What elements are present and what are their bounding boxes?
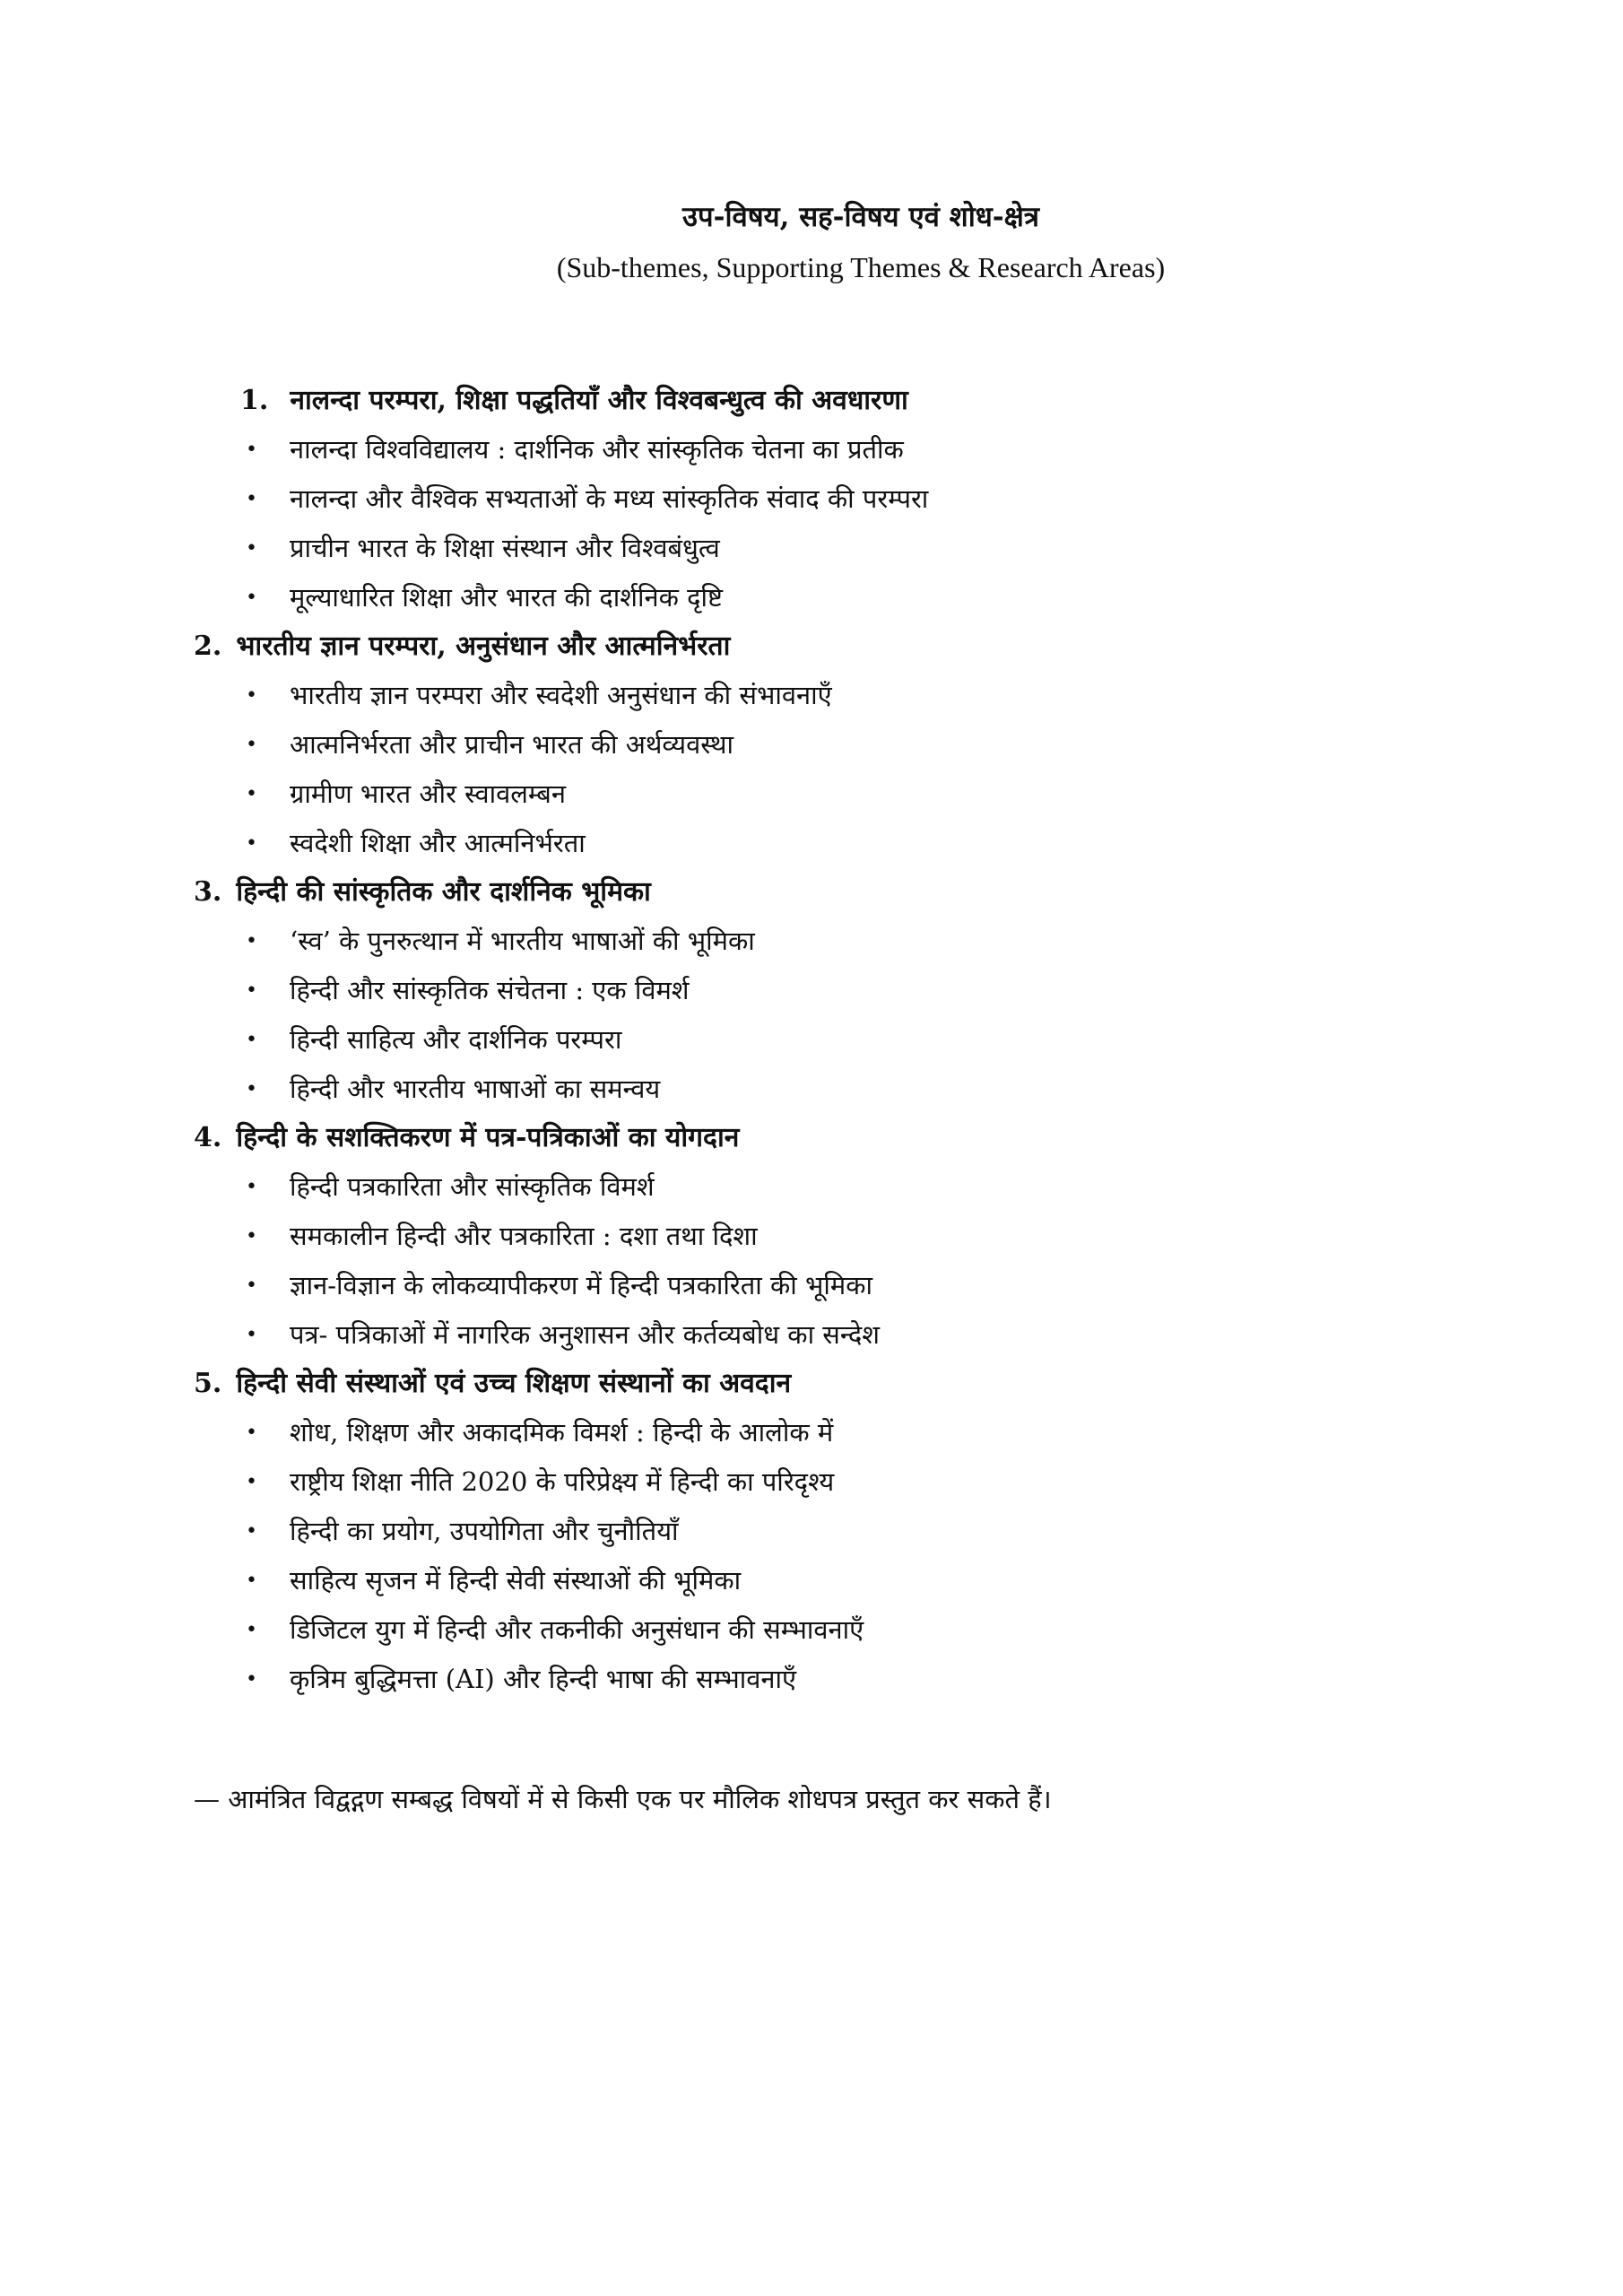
list-item — [194, 917, 1449, 966]
bullet-icon: • — [246, 930, 257, 952]
list-item-text: राष्ट्रीय शिक्षा नीति 2020 के परिप्रेक्ष्य में हिन्दी का परिदृश्य — [290, 1466, 835, 1497]
list-item — [194, 720, 1449, 770]
list-item-text: हिन्दी और सांस्कृतिक संचेतना : एक विमर्श — [290, 975, 690, 1005]
list-item — [194, 1655, 1449, 1704]
list-item — [194, 1310, 1449, 1360]
list-item-text: हिन्दी और भारतीय भाषाओं का समन्वय — [290, 1074, 661, 1104]
list-item-text: भारतीय ज्ञान परम्परा और स्वदेशी अनुसंधान की संभावनाएँ — [290, 680, 832, 710]
section-heading-text: हिन्दी की सांस्कृतिक और दार्शनिक भूमिका — [236, 876, 651, 908]
section-heading — [194, 622, 1449, 671]
list-item — [194, 1408, 1449, 1457]
list-item — [194, 1556, 1449, 1605]
bullet-icon: • — [246, 537, 257, 560]
list-item — [194, 819, 1449, 868]
bullet-icon: • — [246, 488, 257, 510]
section-number: 3. — [194, 876, 222, 908]
list-item — [194, 1457, 1449, 1507]
theme-section — [194, 1360, 1449, 1704]
page-title-english: (Sub-themes, Supporting Themes & Research Areas) — [556, 251, 1166, 283]
bullet-icon: • — [246, 587, 257, 609]
list-item-text: मूल्याधारित शिक्षा और भारत की दार्शनिक दृष्टि — [290, 582, 723, 613]
section-heading-text: भारतीय ज्ञान परम्परा, अनुसंधान और आत्मनिर्भरता — [236, 631, 731, 662]
page-title-hindi: उप-विषय, सह-विषय एवं शोध-क्षेत्र — [682, 201, 1039, 233]
list-item-text: कृत्रिम बुद्धिमत्ता (AI) और हिन्दी भाषा की सम्भावनाएँ — [290, 1664, 797, 1694]
bullet-icon: • — [246, 1324, 257, 1346]
list-item — [194, 1065, 1449, 1114]
list-item — [194, 474, 1449, 524]
bullet-icon: • — [246, 439, 257, 461]
list-item — [194, 1212, 1449, 1261]
theme-section — [194, 622, 1449, 868]
bullet-icon: • — [246, 1520, 257, 1543]
list-item-text: हिन्दी पत्रकारिता और सांस्कृतिक विमर्श — [290, 1171, 655, 1202]
section-heading — [194, 1114, 1449, 1162]
bullet-icon: • — [246, 1176, 257, 1198]
section-number: 5. — [194, 1368, 222, 1399]
list-item-text: हिन्दी साहित्य और दार्शनिक परम्परा — [290, 1024, 622, 1055]
bullet-icon: • — [246, 783, 257, 805]
list-item-text: ज्ञान-विज्ञान के लोकव्यापीकरण में हिन्दी पत्रकारिता की भूमिका — [290, 1270, 873, 1300]
bullet-icon: • — [246, 1078, 257, 1100]
list-item — [194, 425, 1449, 474]
list-item-text: साहित्य सृजन में हिन्दी सेवी संस्थाओं की भूमिका — [290, 1565, 742, 1596]
list-item-text: पत्र- पत्रिकाओं में नागरिक अनुशासन और कर्तव्यबोध का सन्देश — [290, 1319, 880, 1350]
bullet-icon: • — [246, 832, 257, 855]
bullet-icon: • — [246, 1668, 257, 1691]
bullet-icon: • — [246, 1029, 257, 1051]
theme-section — [194, 1114, 1449, 1360]
list-item-text: समकालीन हिन्दी और पत्रकारिता : दशा तथा दिशा — [290, 1221, 758, 1251]
list-item-text: डिजिटल युग में हिन्दी और तकनीकी अनुसंधान की सम्भावनाएँ — [290, 1614, 864, 1645]
section-number: 4. — [194, 1122, 222, 1153]
list-item-text: प्राचीन भारत के शिक्षा संस्थान और विश्वबंधुत्व — [290, 533, 720, 563]
section-number: 2. — [194, 631, 222, 662]
section-heading — [194, 868, 1449, 917]
list-item — [194, 1162, 1449, 1212]
list-item-text: शोध, शिक्षण और अकादमिक विमर्श : हिन्दी के आलोक में — [290, 1417, 834, 1448]
section-heading — [194, 1360, 1449, 1408]
bullet-icon: • — [246, 1274, 257, 1297]
list-item — [194, 524, 1449, 573]
list-item — [194, 770, 1449, 819]
list-item — [194, 966, 1449, 1015]
list-item — [194, 573, 1449, 622]
bullet-icon: • — [246, 684, 257, 707]
list-item-text: हिन्दी का प्रयोग, उपयोगिता और चुनौतियाँ — [290, 1516, 679, 1546]
list-item-text: स्वदेशी शिक्षा और आत्मनिर्भरता — [290, 828, 586, 858]
section-number: 1. — [240, 385, 269, 416]
bullet-icon: • — [246, 1570, 257, 1592]
bullet-icon: • — [246, 1619, 257, 1641]
list-item-text: नालन्दा विश्वविद्यालय : दार्शनिक और सांस्कृतिक चेतना का प्रतीक — [290, 434, 904, 465]
list-item — [194, 1605, 1449, 1655]
list-item-text: ‘स्व’ के पुनरुत्थान में भारतीय भाषाओं की भूमिका — [290, 926, 755, 956]
list-item-text: आत्मनिर्भरता और प्राचीन भारत की अर्थव्यवस्था — [290, 729, 734, 760]
section-heading-text: नालन्दा परम्परा, शिक्षा पद्धतियाँ और विश्वबन्धुत्व की अवधारणा — [290, 385, 908, 416]
section-heading-text: हिन्दी सेवी संस्थाओं एवं उच्च शिक्षण संस्थानों का अवदान — [236, 1368, 792, 1399]
section-heading-text: हिन्दी के सशक्तिकरण में पत्र-पत्रिकाओं का योगदान — [236, 1122, 740, 1153]
theme-section — [194, 377, 1449, 622]
bullet-icon: • — [246, 979, 257, 1002]
footer-note: — आमंत्रित विद्वद्गण सम्बद्ध विषयों में से किसी एक पर मौलिक शोधपत्र प्रस्तुत कर सकते हैं। — [194, 1784, 1052, 1814]
list-item — [194, 1507, 1449, 1556]
list-item — [194, 1261, 1449, 1310]
list-item — [194, 671, 1449, 720]
bullet-icon: • — [246, 1471, 257, 1493]
list-item-text: ग्रामीण भारत और स्वावलम्बन — [290, 778, 566, 809]
bullet-icon: • — [246, 1225, 257, 1248]
bullet-icon: • — [246, 1422, 257, 1444]
bullet-icon: • — [246, 734, 257, 756]
section-heading — [194, 377, 1449, 425]
themes-list — [194, 377, 1449, 1704]
theme-section — [194, 868, 1449, 1114]
list-item — [194, 1015, 1449, 1065]
list-item-text: नालन्दा और वैश्विक सभ्यताओं के मध्य सांस्कृतिक संवाद की परम्परा — [290, 483, 929, 514]
